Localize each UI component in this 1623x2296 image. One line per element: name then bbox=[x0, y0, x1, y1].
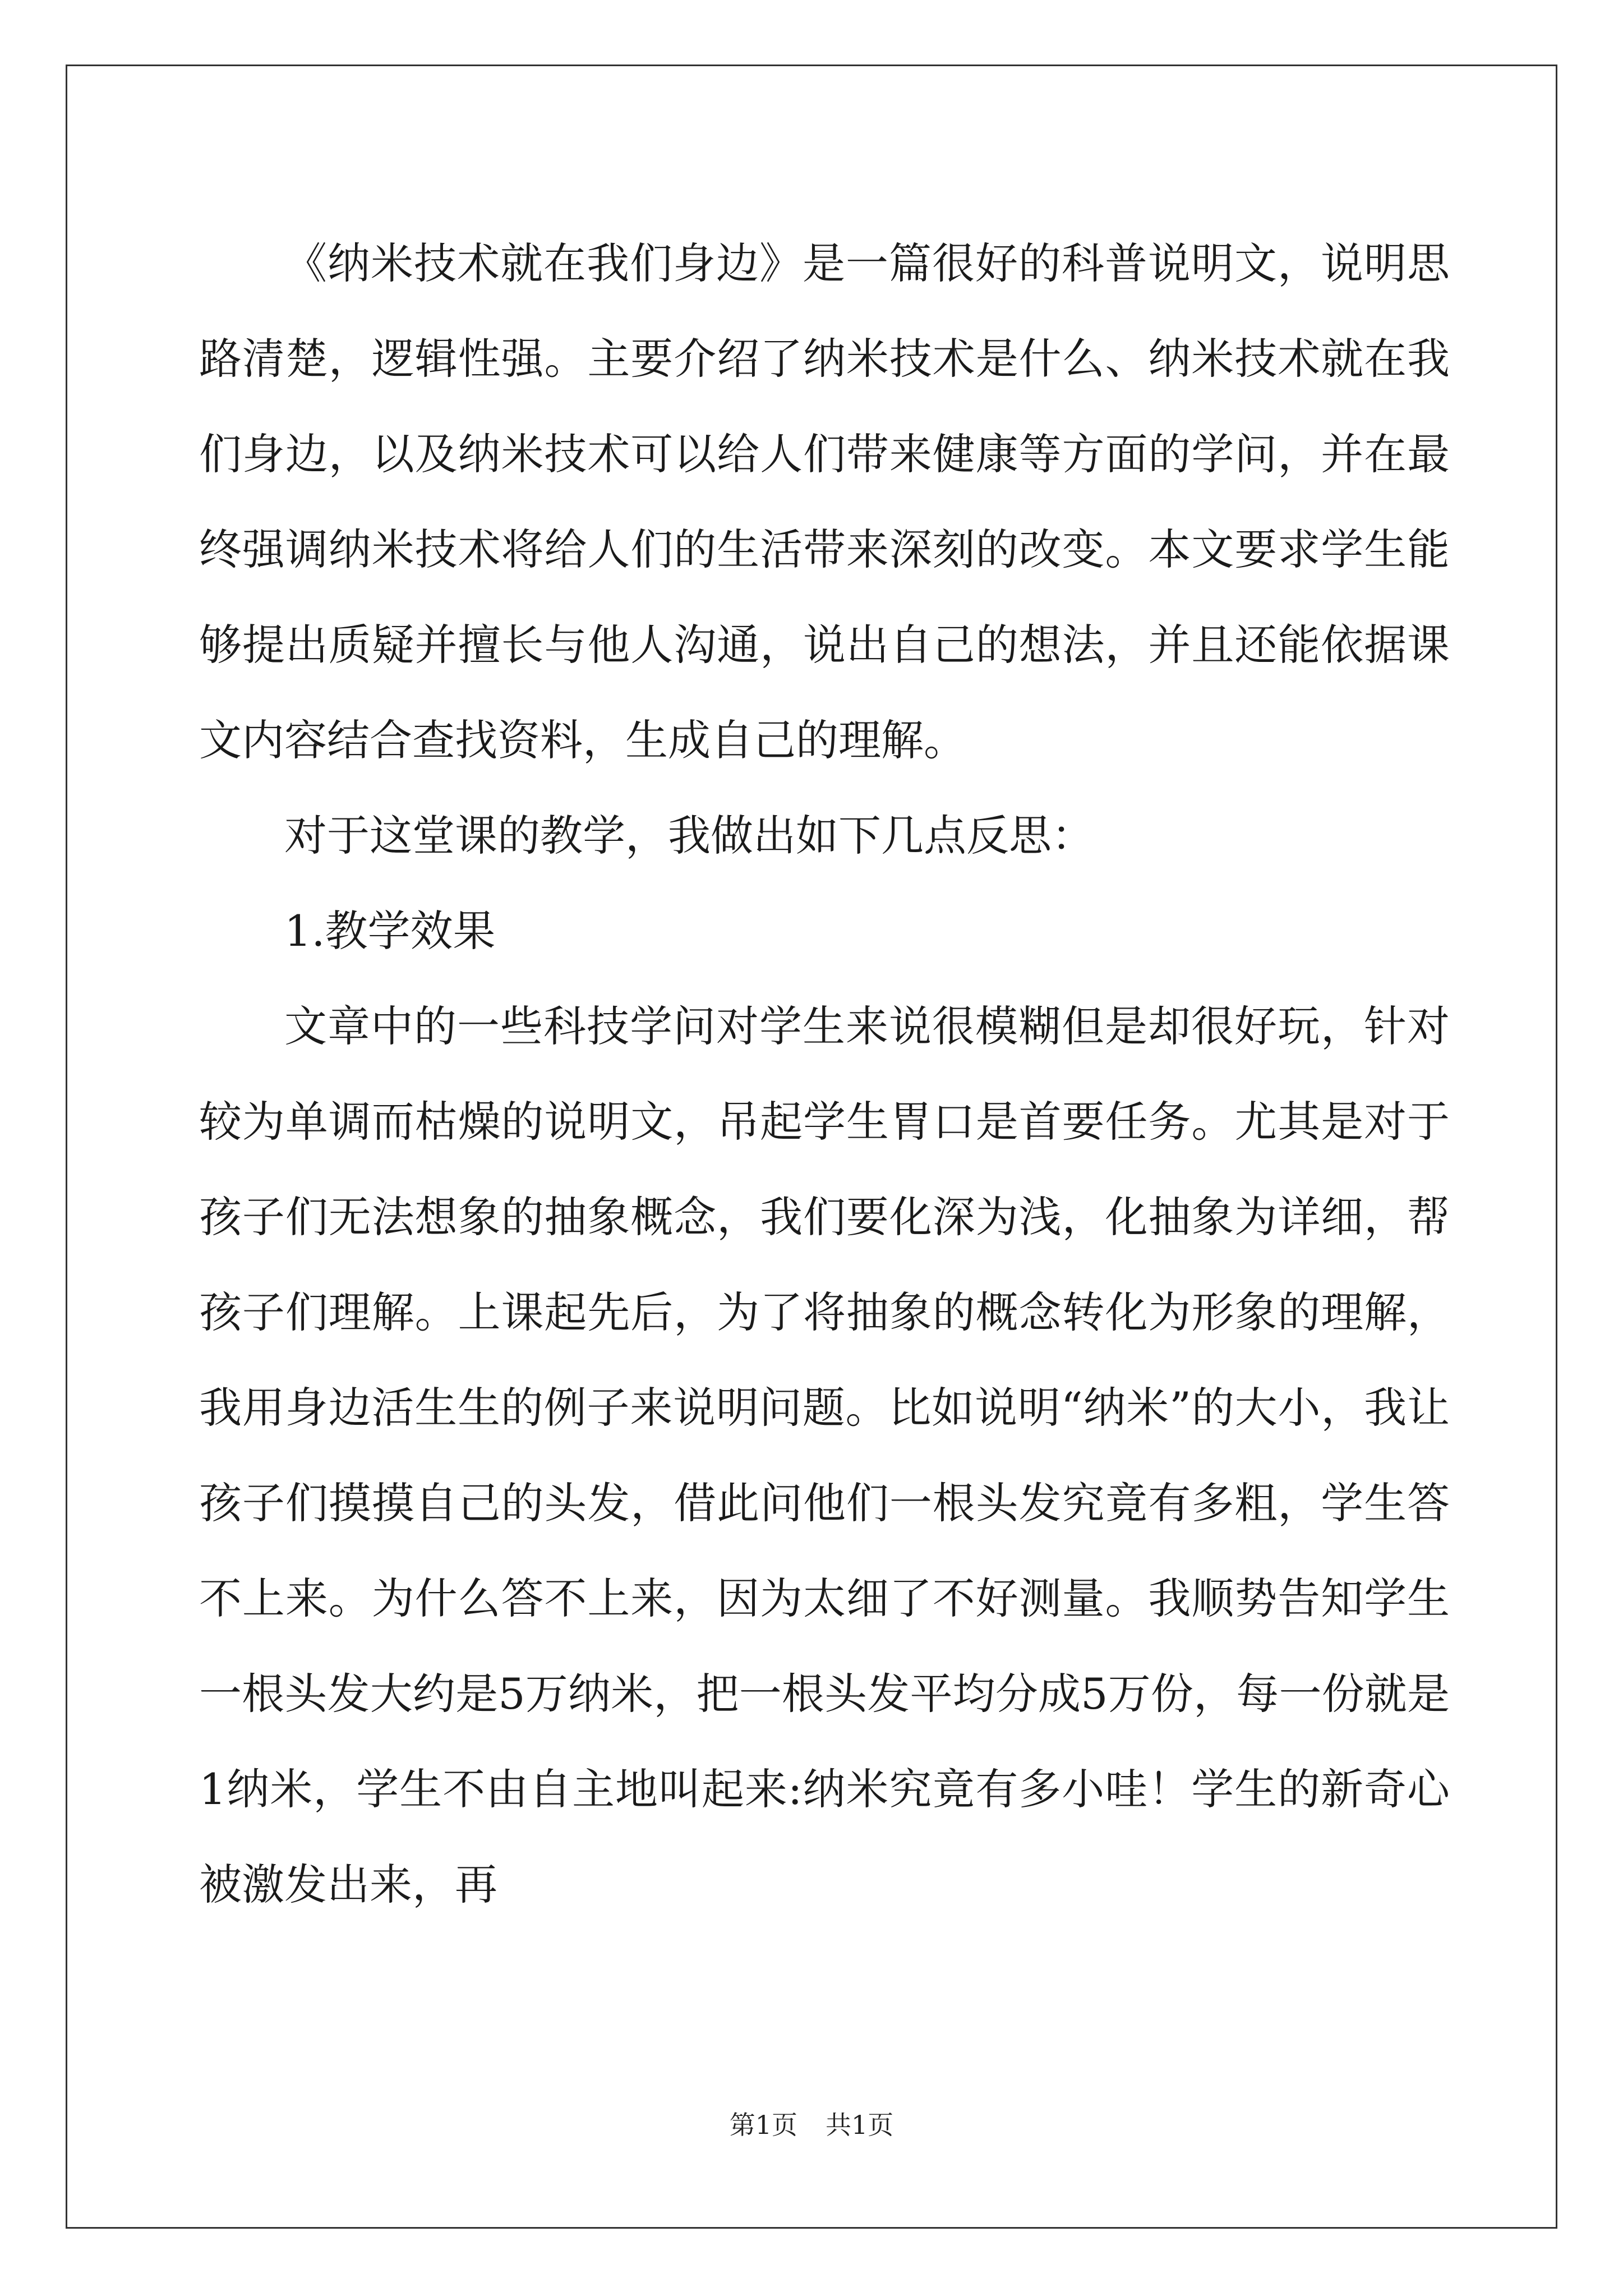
paragraph-reflection-lead: 对于这堂课的教学，我做出如下几点反思： bbox=[284, 811, 1094, 861]
page-number-total: 共1页 bbox=[826, 2110, 894, 2140]
paragraph-teaching-effect: 文章中的一些科技学问对学生来说很模糊但是却很好玩，针对较为单调而枯燥的说明文，吊起学生胃口是首要任务。尤其是对于孩子们无法想象的抽象概念，我们要化深为浅，化抽象为详细，帮孩子们理解。上课起先后，为了将抽象的概念转化为形象的理解，我用身边活生生的例子来说明问题。比如说明“纳米”的大小，我让孩子们摸摸自己的头发，借此问他们一根头发究竟有多粗，学生答不上来。为什么答不上来，因为太细了不好测量。我顺势告知学生一根头发大约是5万纳米，把一根头发平均分成5万份，每一份就是1纳米，学生不由自主地叫起来:纳米究竟有多小哇！学生的新奇心被激发出来，再 bbox=[199, 1001, 1450, 1910]
page-footer bbox=[0, 2108, 1623, 2142]
document-body bbox=[199, 216, 1450, 1932]
page-number-current: 第1页 bbox=[729, 2110, 797, 2140]
paragraph-intro: 《纳米技术就在我们身边》是一篇很好的科普说明文，说明思路清楚，逻辑性强。主要介绍了纳米技术是什么、纳米技术就在我们身边，以及纳米技术可以给人们带来健康等方面的学问，并在最终强调纳米技术将给人们的生活带来深刻的改变。本文要求学生能够提出质疑并擅长与他人沟通，说出自己的想法，并且还能依据课文内容结合查找资料，生成自己的理解。 bbox=[199, 238, 1450, 765]
section-heading-teaching-effect: 1.教学效果 bbox=[284, 906, 496, 956]
